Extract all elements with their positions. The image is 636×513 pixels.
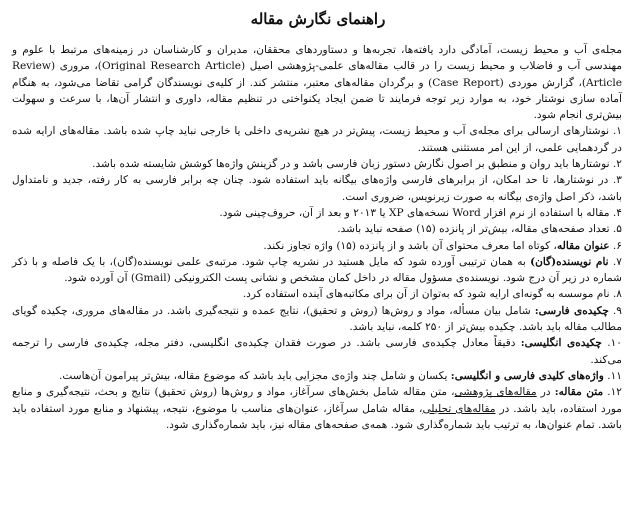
item-text: نام موسسه به گونه‌ای ارایه شود که به‌توان از آن برای مکاتبه‌های آینده استفاده کرد. xyxy=(242,288,610,301)
guideline-item xyxy=(12,286,622,302)
item-underlined-term: مقاله‌های تحلیلی xyxy=(422,402,496,415)
item-underlined-term: مقاله‌های پژوهشی xyxy=(454,386,537,399)
guideline-item xyxy=(12,221,622,237)
guideline-item xyxy=(12,238,622,254)
item-number: ۳. xyxy=(608,174,622,187)
item-text: مقاله با استفاده از نرم افزار Word نسخه‌های XP یا ۲۰۱۳ و بعد از آن، حروف‌چینی شود. xyxy=(219,206,610,219)
guideline-item xyxy=(12,156,622,172)
item-text: در نوشتارها، تا حد امکان، از برابرهای فارسی واژه‌های بیگانه باید استفاده شود. چنان چه برابر فارسی به کار رفته، جدید و نامتداول باشد، ذکر اصل واژه‌ی بیگانه به صورت زیرنویس، ضروری است. xyxy=(12,174,622,203)
item-text: شامل بیان مسأله، مواد و روش‌ها (روش و تحقیق)، نتایج عمده و نتیجه‌گیری باشد. در مقاله‌های مروری، چکیده گویای مطالب مقاله باید باشد. چکیده بیش‌تر از ۲۵۰ کلمه، نباید باشد. xyxy=(12,304,622,334)
item-number: ۲. xyxy=(609,158,622,171)
intro-paragraph: مجله‌ی آب و محیط زیست، آمادگی دارد یافته‌ها، تجربه‌ها و دستاوردهای محققان، مدیران و کارشناسان در زمینه‌های مرتبط با علوم و مهندسی آب و فاضلاب و محیط زیست را در قالب مقاله‌های علمی-پژوهشی اصیل (Original Research Article)، مروری (Review Article)، گزارش موردی (Case Report) و برگردان مقاله‌های معتبر، منتشر کند. از کلیه‌ی نویسندگان گرامی تقاضا می‌شود، به هنگام آماده سازی نوشتار خود، به موارد زیر توجه فرمایند تا ضمن ایجاد یکنواختی در تنظیم مقاله، داوری و انتشار آن‌ها، با سرعت و سهولت بیش‌تری انجام شود. xyxy=(12,44,623,122)
item-text: دقیقاً معادل چکیده‌ی فارسی باشد. در صورت فقدان چکیده‌ی انگلیسی، دفتر مجله، چکیده‌ی فارسی را ترجمه می‌کند. xyxy=(12,337,622,366)
item-number: ۱۱. xyxy=(603,369,622,382)
item-number: ۶. xyxy=(609,239,622,252)
guideline-item xyxy=(12,123,622,156)
item-text: در xyxy=(536,386,555,399)
item-lead: نام نویسنده(گان) xyxy=(530,255,609,268)
item-text: تعداد صفحه‌های مقاله، بیش‌تر از پانزده (۱۵) صفحه نباید باشد. xyxy=(337,223,610,236)
item-lead: عنوان مقاله xyxy=(556,239,610,252)
item-lead: چکیده‌ی انگلیسی: xyxy=(520,337,602,350)
item-number: ۱۲. xyxy=(603,386,622,399)
guideline-list xyxy=(12,123,622,433)
guideline-item xyxy=(12,254,622,287)
guideline-item xyxy=(12,384,622,433)
item-lead: چکیده‌ی فارسی: xyxy=(534,304,609,317)
item-number: ۱۰. xyxy=(601,337,622,350)
item-number: ۸. xyxy=(609,288,622,301)
page-title: راهنمای نگارش مقاله xyxy=(250,10,386,28)
item-text: ، کوتاه اما معرف محتوای آن باشد و از پانزده (۱۵) واژه تجاوز نکند. xyxy=(263,239,557,252)
item-lead: واژه‌های کلیدی فارسی و انگلیسی: xyxy=(450,369,604,382)
item-lead: متن مقاله: xyxy=(554,386,604,399)
guideline-item xyxy=(12,335,622,368)
item-number: ۵. xyxy=(609,223,622,236)
guideline-item xyxy=(12,205,622,221)
item-text: نوشتارها باید روان و منطبق بر اصول نگارش دستور زبان فارسی باشد و در گزینش واژه‌ها کوشش شایسته شده باشد. xyxy=(92,158,610,171)
document-body xyxy=(12,42,622,433)
guideline-item xyxy=(12,303,622,336)
item-text: نوشتارهای ارسالی برای مجله‌ی آب و محیط زیست، پیش‌تر در هیچ نشریه‌ی داخلی یا خارجی نباید چاپ شده باشد. مقاله‌های ارایه شده در گردهمایی علمی، از این امر مستثنی هستند. xyxy=(12,125,622,154)
item-text: به همان ترتیبی آورده شود که مایل هستید در نشریه چاپ شود. مرتبه‌ی علمی نویسنده(گان)، با یک فاصله و با ذکر شماره در زیر آن درج شود. نویسنده‌ی مسؤول مقاله در داخل کمان مشخص و نشانی پست الکترونیکی (Gmail) آن آورده شود. xyxy=(12,255,622,285)
guideline-item xyxy=(12,368,622,384)
item-number: ۹. xyxy=(608,304,622,317)
item-number: ۱. xyxy=(609,125,622,138)
item-number: ۴. xyxy=(609,206,622,219)
item-number: ۷. xyxy=(608,255,622,268)
item-text: ، مقاله شامل سرآغاز، عنوان‌های مناسب با موضوع، نتیجه، پیشنهاد و منابع مورد استفاده باید باشد. تمام عنوان‌ها، به ترتیب باید شماره‌گذاری شود. همه‌ی صفحه‌های مقاله نیز، باید شماره‌گذاری شود. xyxy=(12,402,622,431)
guideline-item xyxy=(12,172,622,205)
item-text: یکسان و شامل چند واژه‌ی مجزایی باید باشد که موضوع مقاله، بیش‌تر پیرامون آن‌هاست. xyxy=(59,369,451,382)
item-text: ، متن مقاله شامل بخش‌های سرآغاز، مواد و روش‌ها (روش تحقیق) نتایج و بحث، نتیجه‌گیری و منابع مورد استفاده، باید باشد. در xyxy=(12,386,622,415)
